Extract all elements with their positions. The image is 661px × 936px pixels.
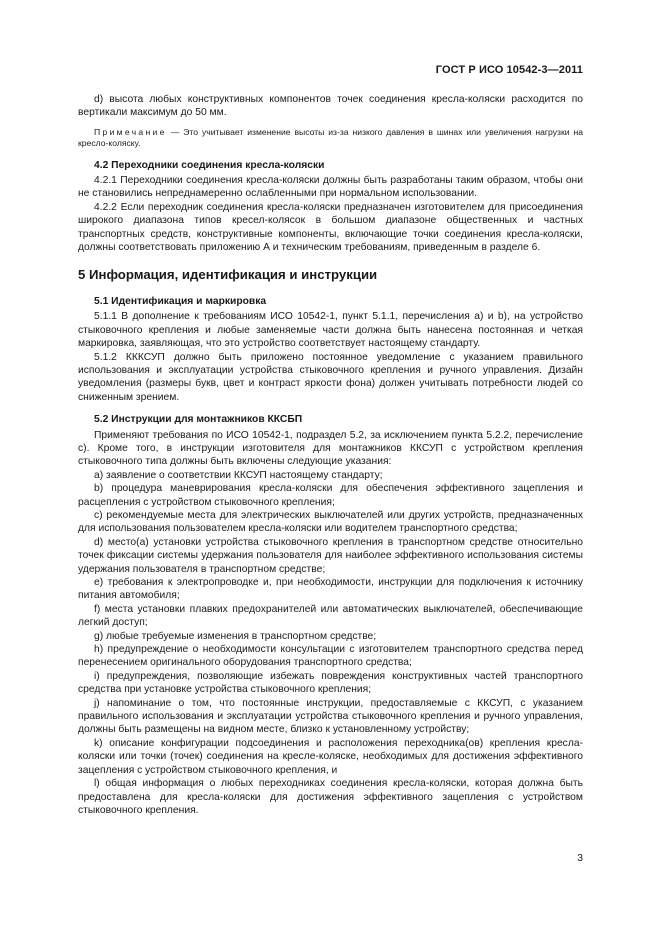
section-5-2-title: 5.2 Инструкции для монтажников ККСБП	[94, 414, 303, 426]
section-5-title: 5 Информация, идентификация и инструкции	[78, 267, 378, 283]
list-item: d) место(а) установки устройства стыковочного крепления в транспортном средстве относительно точек фиксации системы удержания пользователя для наиболее эффективного использования системы удержания пользователя в транспортном средстве;	[78, 536, 583, 575]
section-5-1-title: 5.1 Идентификация и маркировка	[94, 295, 267, 307]
paragraph-4-2-2: 4.2.2 Если переходник соединения кресла-коляски предназначен изготовителем для присоединения широкого диапазона типов кресел-колясок в большом диапазоне общественных и частных транспортных средств, конструктивные компоненты, включающие точки соединения кресла-коляски, должны соответствовать приложению А и техническим требованиям, приведенным в разделе 6.	[78, 201, 583, 254]
list-item: j) напоминание о том, что постоянные инструкции, предоставляемые с ККСУП, с указанием правильного использования и эксплуатации устройства стыковочного крепления и ручного управления, должны быть размещены на видном месте, близко к установленному устройству;	[78, 697, 583, 736]
section-4-2-title: 4.2 Переходники соединения кресла-коляски	[94, 159, 325, 171]
list-item: g) любые требуемые изменения в транспортном средстве;	[94, 630, 377, 642]
note	[78, 127, 583, 150]
paragraph-5-1-1: 5.1.1 В дополнение к требованиям ИСО 10542-1, пункт 5.1.1, перечисления а) и b), на устройство стыковочного крепления и любые заменяемые части должна быть нанесена постоянная и четкая маркировка, заявляющая, что это устройство соответствует настоящему стандарту.	[78, 311, 583, 350]
paragraph-5-2-intro: Применяют требования по ИСО 10542-1, подраздел 5.2, за исключением пункта 5.2.2, перечисление с). Кроме того, в инструкции изготовителя для монтажников ККСУП с устройством крепления стыковочного типа должны быть включены следующие указания:	[78, 429, 583, 468]
list-item: f) места установки плавких предохранителей или автоматических выключателей, обеспечивающие легкий доступ;	[78, 603, 583, 629]
list-item: l) общая информация о любых переходниках соединения кресла-коляски, которая должна быть предоставлена для кресла-коляски для достижения эффективного зацепления с устройством стыковочного крепления.	[78, 778, 583, 816]
list-item: e) требования к электропроводке и, при необходимости, инструкции для подключения к источнику питания автомобиля;	[78, 577, 583, 602]
list-item: k) описание конфигурации подсоединения и расположения переходника(ов) крепления кресла-коляски или точки (точек) соединения на кресле-коляске, необходимых для достижения эффективного зацепления с устройством стыковочного крепления, и	[78, 737, 583, 776]
list-item: c) рекомендуемые места для электрических выключателей или других устройств, предназначенных для использования пользователем кресла-коляски или водителем транспортного средства;	[78, 509, 583, 535]
note-text: — Это учитывает изменение высоты из-за низкого давления в шинах или увеличения нагрузки на кресло-коляску.	[78, 126, 583, 149]
note-label: Примечание	[94, 126, 167, 137]
paragraph-5-1-2: 5.1.2 КККСУП должно быть приложено постоянное уведомление с указанием правильного использования и эксплуатации устройства стыковочного крепления и ручного управления. Дизайн уведомления (размеры букв, цвет и контраст яркости фона) должен учитывать потребности людей со сниженным зрением.	[78, 351, 583, 403]
list-item-d-height: d) высота любых конструктивных компонентов точек соединения кресла-коляски расходится по вертикали максимум до 50 мм.	[78, 94, 583, 119]
document-header: ГОСТ Р ИСО 10542-3—2011	[435, 64, 583, 76]
paragraph-4-2-1: 4.2.1 Переходники соединения кресла-коляски должны быть разработаны таким образом, чтобы они не становились непреднамеренно ослабленными при нормальном использовании.	[78, 175, 583, 200]
document-body	[78, 93, 583, 817]
page-number: 3	[577, 853, 583, 864]
list-item: a) заявление о соответствии ККСУП настоящему стандарту;	[94, 469, 383, 481]
list-item: h) предупреждение о необходимости консультации с изготовителем транспортного средства перед перенесением оригинального оборудования транспортного средства;	[78, 644, 583, 669]
list-item: i) предупреждения, позволяющие избежать повреждения конструктивных частей транспортного средства при установке устройства стыковочного крепления;	[78, 670, 583, 696]
list-item: b) процедура маневрирования кресла-коляски для обеспечения эффективного зацепления и расцепления с устройством стыковочного крепления;	[78, 483, 583, 508]
